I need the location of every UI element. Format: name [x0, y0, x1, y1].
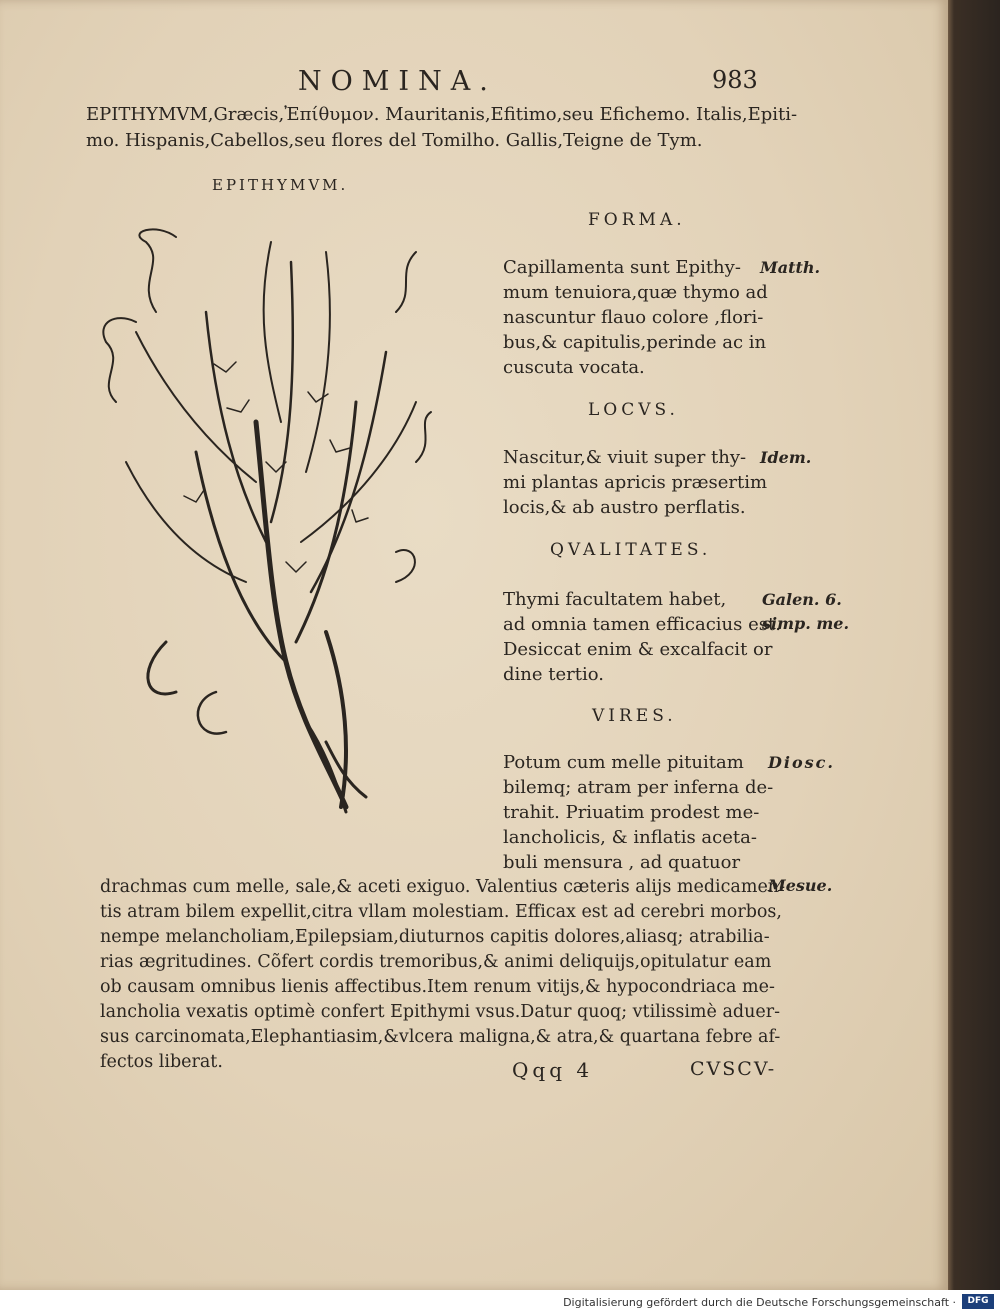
figure-caption: EPITHYMVM. [212, 176, 349, 194]
forma-text: Capillamenta sunt Epithy- mum tenuiora,quæ thymo ad nascuntur flauo colore ,flori- bus,& capitulis,perinde ac in cuscuta vocata. [503, 257, 768, 378]
qualitates-text: Thymi facultatem habet, ad omnia tamen efficacius est. Desiccat enim & excalfacit or dine tertio. [503, 589, 781, 685]
vires-text-full: drachmas cum melle, sale,& aceti exiguo. Valentius cæteris alijs medicamen- tis atram bilem expellit,citra vllam molestiam. Efficax est ad cerebri morbos, nempe melancholiam,Epilepsiam,diuturnos capitis dolores,aliasq; atrabilia- rias ægritudines. Cõfert cordis tremoribus,& animi deliquijs,opitulatur eam ob causam omnibus lienis affectibus.Item renum vitijs,& hypocondriaca me- lancholia vexatis optimè confert Epithymi vsus.Datur quoq; vtilissimè aduer- sus carcinomata,Elephantiasim,&vlcera maligna,& atra,& quartana febre af- fectos liberat. [100, 877, 785, 1072]
heading-forma: FORMA. [588, 210, 686, 230]
heading-vires: VIRES. [592, 706, 677, 726]
page-number: 983 [712, 66, 758, 94]
book-fore-edge [948, 0, 1000, 1290]
margin-note-idem: Idem. [760, 448, 812, 467]
heading-qualitates: QVALITATES. [550, 540, 712, 560]
epithymum-woodcut-illustration [96, 222, 436, 832]
margin-note-matthiolus: Matth. [760, 258, 821, 277]
dfg-logo: DFG [962, 1294, 994, 1309]
margin-note-galen: Galen. 6. [762, 590, 842, 609]
digitization-credit: Digitalisierung gefördert durch die Deutsche Forschungsgemeinschaft · [563, 1296, 956, 1309]
digitization-footer [0, 1290, 1000, 1314]
locus-text: Nascitur,& viuit super thy- mi plantas apricis præsertim locis,& ab austro perflatis. [503, 447, 768, 518]
vires-text-short: Potum cum melle pituitam bilemq; atram per inferna de- trahit. Priuatim prodest me- lancholicis, & inflatis aceta- buli mensura , ad quatuor [503, 752, 774, 873]
running-title: NOMINA. [298, 66, 497, 97]
heading-locus: LOCVS. [588, 400, 679, 420]
margin-note-mesue: Mesue. [768, 876, 833, 895]
margin-note-dioscorides: Diosc. [768, 753, 835, 772]
margin-note-simp: simp. me. [762, 614, 850, 633]
signature-mark: Qqq 4 [512, 1058, 594, 1082]
nomina-line-1: EPITHYMVM,Græcis,Ἐπίθυμον. Mauritanis,Efitimo,seu Efichemo. Italis,Epiti- [86, 104, 798, 125]
catchword: CVSCV- [690, 1058, 777, 1080]
nomina-line-2: mo. Hispanis,Cabellos,seu flores del Tomilho. Gallis,Teigne de Tym. [86, 130, 703, 151]
